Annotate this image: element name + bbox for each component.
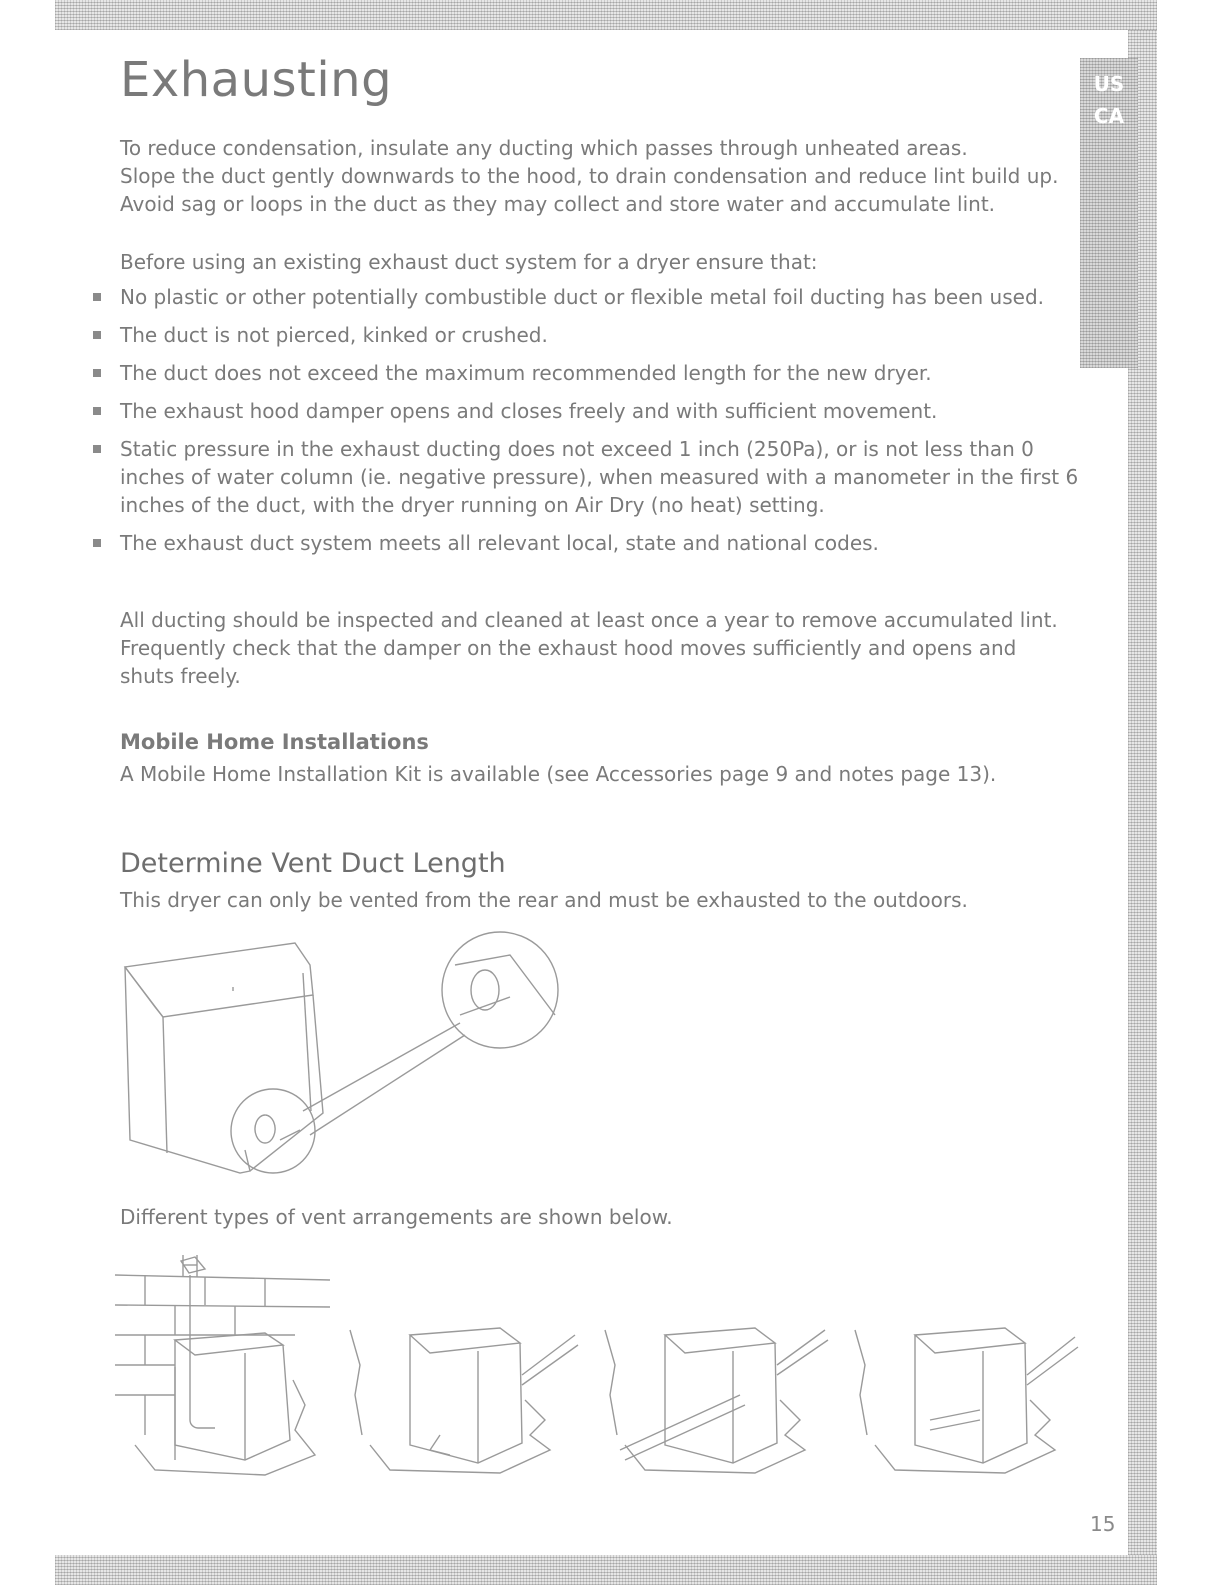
- mobile-home-text: A Mobile Home Installation Kit is available (see Accessories page 9 and notes page 13).: [120, 762, 997, 786]
- maintenance-line-2: Frequently check that the damper on the exhaust hood moves sufficiently and opens and: [120, 636, 1017, 660]
- checklist: [90, 283, 1080, 567]
- bullet-square-icon: [93, 369, 101, 377]
- top-border-band: [55, 0, 1157, 30]
- checklist-item: [90, 397, 1080, 425]
- checklist-item: [90, 283, 1080, 311]
- checklist-item-text: The duct does not exceed the maximum recommended length for the new dryer.: [120, 361, 932, 385]
- maintenance-line-3: shuts freely.: [120, 664, 241, 688]
- checklist-item-text: No plastic or other potentially combustible duct or flexible metal foil ducting has been used.: [120, 285, 1045, 309]
- page-title: Exhausting: [120, 52, 393, 108]
- vent-arrangement-rear-illustration: [850, 1325, 1080, 1475]
- vent-duct-heading: Determine Vent Duct Length: [120, 848, 506, 879]
- mobile-home-heading: Mobile Home Installations: [120, 730, 429, 754]
- intro-line-3: Avoid sag or loops in the duct as they may collect and store water and accumulate lint.: [120, 192, 996, 216]
- bullet-square-icon: [93, 331, 101, 339]
- checklist-item-text: The exhaust hood damper opens and closes freely and with sufficient movement.: [120, 399, 938, 423]
- checklist-item: [90, 529, 1080, 557]
- intro-line-1: To reduce condensation, insulate any ducting which passes through unheated areas.: [120, 136, 968, 160]
- region-tab-us: US: [1093, 72, 1125, 96]
- bullet-square-icon: [93, 445, 101, 453]
- vent-arrangement-floor-illustration: [350, 1325, 580, 1475]
- checklist-item-text: The exhaust duct system meets all relevant local, state and national codes.: [120, 531, 879, 555]
- arrangements-caption: Different types of vent arrangements are shown below.: [120, 1205, 673, 1229]
- checklist-item-text: The duct is not pierced, kinked or crushed.: [120, 323, 548, 347]
- intro-line-2: Slope the duct gently downwards to the hood, to drain condensation and reduce lint build up.: [120, 164, 1059, 188]
- bullet-square-icon: [93, 539, 101, 547]
- checklist-item: [90, 435, 1080, 519]
- checklist-item: [90, 359, 1080, 387]
- region-tab: [1080, 58, 1138, 368]
- vent-arrangement-vertical-illustration: [115, 1255, 335, 1475]
- bottom-border-band: [55, 1555, 1157, 1585]
- vent-arrangement-side-illustration: [600, 1325, 830, 1475]
- maintenance-line-1: All ducting should be inspected and cleaned at least once a year to remove accumulated lint.: [120, 608, 1058, 632]
- vent-duct-text: This dryer can only be vented from the rear and must be exhausted to the outdoors.: [120, 888, 968, 912]
- checklist-item: [90, 321, 1080, 349]
- bullet-square-icon: [93, 293, 101, 301]
- dryer-rear-vent-illustration: [115, 935, 575, 1185]
- checklist-item-text: Static pressure in the exhaust ducting does not exceed 1 inch (250Pa), or is not less than 0 inches of water column (ie. negative pressure), when measured with a manometer in the first 6 inches of the duct, with the dryer running on Air Dry (no heat) setting.: [120, 437, 1079, 517]
- checklist-lead: Before using an existing exhaust duct system for a dryer ensure that:: [120, 250, 818, 274]
- region-tab-ca: CA: [1093, 104, 1125, 128]
- bullet-square-icon: [93, 407, 101, 415]
- page-number: 15: [1090, 1512, 1116, 1536]
